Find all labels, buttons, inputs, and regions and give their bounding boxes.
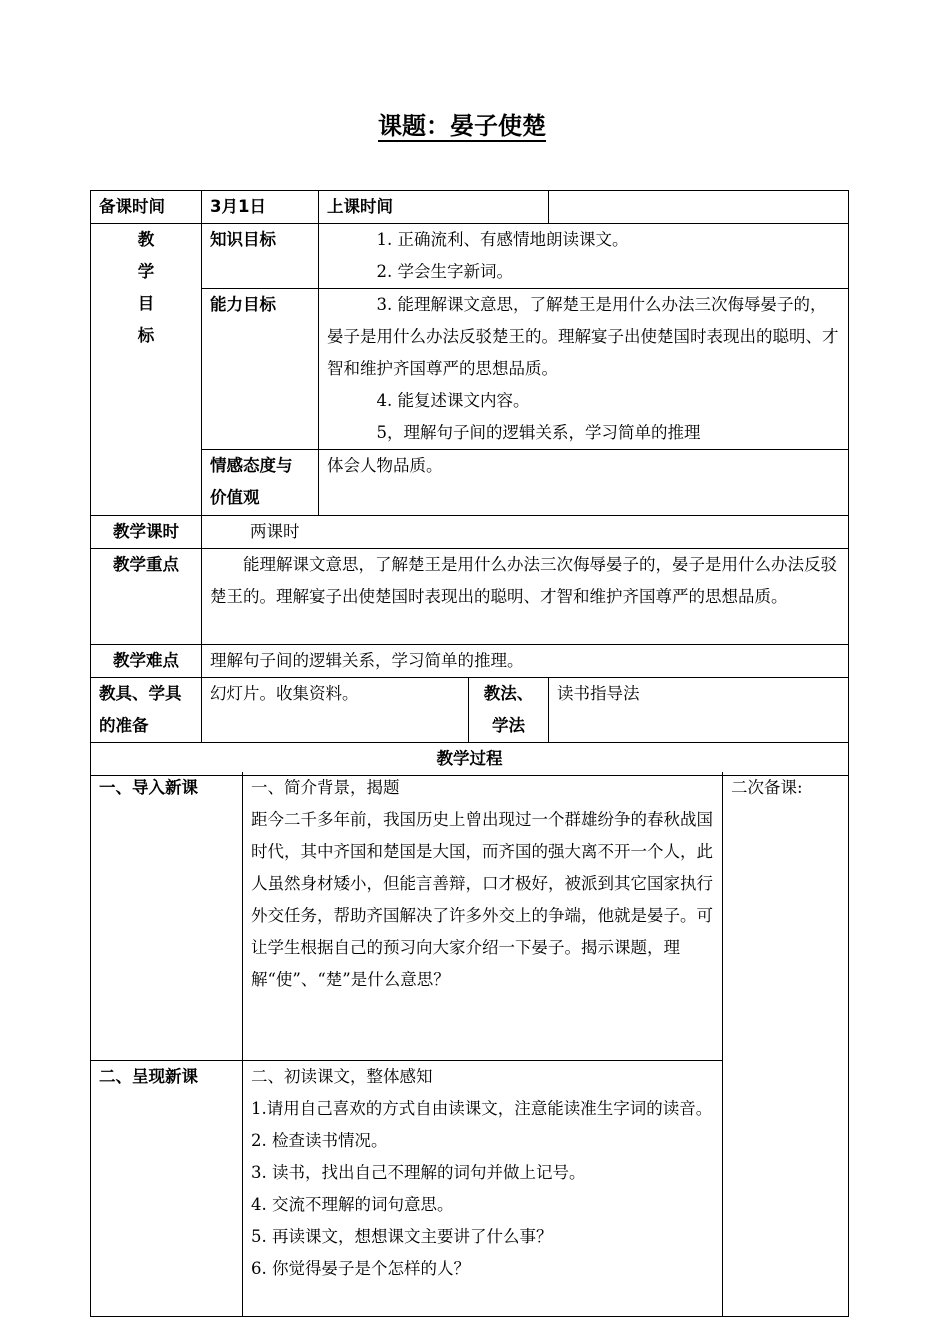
lesson-info-table (90, 190, 849, 776)
tools-value: 幻灯片。收集资料。 (202, 678, 469, 743)
difficulty-text: 理解句子间的逻辑关系，学习简单的推理。 (202, 645, 849, 678)
emotion-goal-label: 情感态度与 价值观 (202, 450, 319, 516)
process-table (90, 772, 849, 1317)
second-prep-column (723, 772, 849, 1316)
knowledge-goal-label: 知识目标 (202, 224, 319, 289)
hours-label: 教学课时 (91, 516, 202, 549)
section-1-content: 一、简介背景，揭题 距今二千多年前，我国历史上曾出现过一个群雄纷争的春秋战国时代，其中齐国和楚国是大国，而齐国的强大离不开一个人，此人虽然身材矮小，但能言善辩，口才极好，被派到其它国家执行外交任务，帮助齐国解决了许多外交上的争端，他就是晏子。可让学生根据自己的预习向大家介绍一下晏子。揭示课题，理解“使”、“楚”是什么意思？ (243, 772, 723, 1060)
focus-text: 能理解课文意思，了解楚王是用什么办法三次侮辱晏子的，晏子是用什么办法反驳楚王的。理解宴子出使楚国时表现出的聪明、才智和维护齐国尊严的思想品质。 (202, 549, 849, 645)
second-prep-label: 二次备课: (731, 778, 803, 797)
section-1-label: 一、导入新课 (91, 772, 243, 1060)
hours-value: 两课时 (202, 516, 849, 549)
method-label: 教法、 学法 (469, 678, 549, 743)
knowledge-goal-items: 1. 正确流利、有感情地朗读课文。 2. 学会生字新词。 (319, 224, 849, 289)
goals-label: 教 学 目 标 (91, 224, 202, 516)
class-time-label: 上课时间 (319, 191, 549, 224)
section-2-label: 二、呈现新课 (91, 1060, 243, 1316)
section-2-content: 二、初读课文，整体感知 1.请用自己喜欢的方式自由读课文，注意能读准生字词的读音。 2. 检查读书情况。 3. 读书，找出自己不理解的词句并做上记号。 4. 交流不理解的词句意思。 5. 再读课文，想想课文主要讲了什么事？ 6. 你觉得晏子是个怎样的人？ (243, 1060, 723, 1316)
page-title: 课题：晏子使楚 (378, 112, 546, 140)
ability-goal-items: 3. 能理解课文意思，了解楚王是用什么办法三次侮辱晏子的，晏子是用什么办法反驳楚王的。理解宴子出使楚国时表现出的聪明、才智和维护齐国尊严的思想品质。 4. 能复述课文内容。 5，理解句子间的逻辑关系，学习简单的推理 (319, 289, 849, 450)
process-title: 教学过程 (91, 743, 849, 776)
prep-time-label: 备课时间 (91, 191, 202, 224)
focus-label: 教学重点 (91, 549, 202, 645)
difficulty-label: 教学难点 (91, 645, 202, 678)
method-value: 读书指导法 (549, 678, 849, 743)
tools-label: 教具、学具 的准备 (91, 678, 202, 743)
emotion-goal-text: 体会人物品质。 (319, 450, 849, 516)
prep-time-value: 3月1日 (202, 191, 319, 224)
class-time-value (549, 191, 849, 224)
ability-goal-label: 能力目标 (202, 289, 319, 450)
